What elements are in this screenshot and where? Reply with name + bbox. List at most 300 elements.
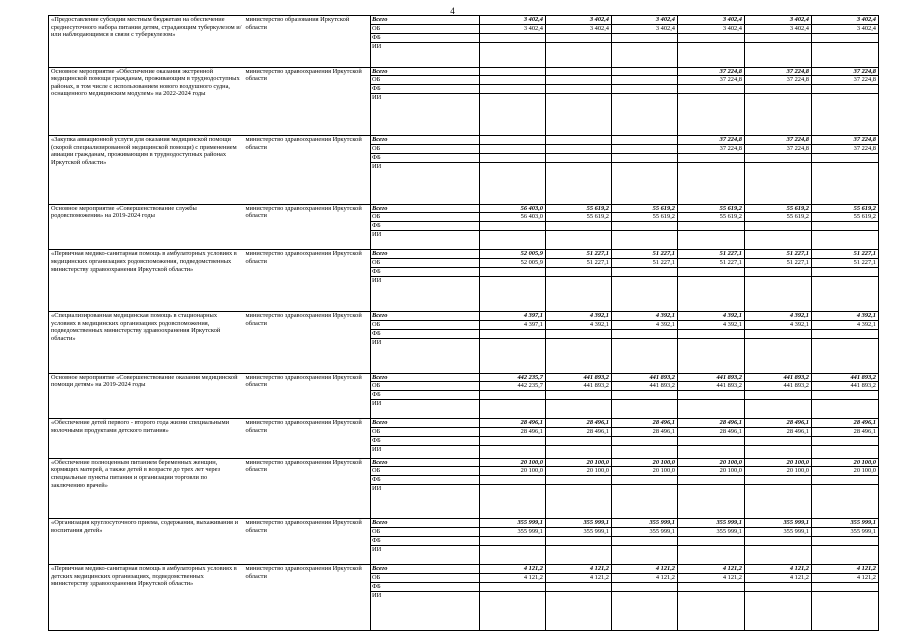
- funding-source: ФБ: [371, 476, 480, 485]
- table-row-total: [49, 373, 879, 382]
- amount-cell: 20 100,0: [546, 467, 612, 476]
- activity-description: Основное мероприятие «Обеспечение оказания экстренной медицинской помощи гражданам, проживающим в труднодоступных районах, в том числе с использованием нового воздушного судна, оснащенного медицинским модулем» на 2022-2024 годы: [49, 67, 244, 136]
- amount-cell: [480, 162, 546, 204]
- amount-cell: 441 893,2: [612, 382, 678, 391]
- amount-cell: [480, 231, 546, 250]
- amount-cell: [480, 136, 546, 145]
- amount-cell: 355 999,1: [612, 519, 678, 528]
- amount-cell: [812, 545, 879, 564]
- funding-source: ИИ: [371, 400, 480, 419]
- amount-cell: [480, 436, 546, 445]
- amount-cell: 55 619,2: [812, 213, 879, 222]
- funding-source: ОБ: [371, 573, 480, 582]
- amount-cell: 4 392,1: [612, 311, 678, 320]
- amount-cell: [745, 231, 812, 250]
- amount-cell: [612, 153, 678, 162]
- amount-cell: [678, 94, 745, 136]
- amount-cell: [745, 476, 812, 485]
- funding-source: ОБ: [371, 382, 480, 391]
- amount-cell: [812, 162, 879, 204]
- amount-cell: [546, 76, 612, 85]
- amount-cell: [480, 445, 546, 458]
- amount-cell: [612, 400, 678, 419]
- table-row-total: [49, 564, 879, 573]
- activity-description: «Обеспечение полноценным питанием беременных женщин, кормящих матерей, а также детей в возрасте до трех лет через специальные пункты питания и организации торговли по заключению врачей»: [49, 458, 244, 519]
- amount-cell: 55 619,2: [678, 204, 745, 213]
- funding-source: Всего: [371, 250, 480, 259]
- amount-cell: [678, 545, 745, 564]
- amount-cell: [546, 144, 612, 153]
- amount-cell: 4 121,2: [480, 573, 546, 582]
- amount-cell: 4 397,1: [480, 320, 546, 329]
- amount-cell: 28 496,1: [612, 419, 678, 428]
- amount-cell: [612, 33, 678, 42]
- amount-cell: 28 496,1: [745, 419, 812, 428]
- amount-cell: 37 224,8: [745, 136, 812, 145]
- amount-cell: 20 100,0: [812, 458, 879, 467]
- responsible-executor: министерство здравоохранения Иркутской области: [244, 136, 371, 205]
- activity-description: «Первичная медико-санитарная помощь в амбулаторных условиях в медицинских организациях родовспоможения, подведомственных министерству здравоохранения Иркутской области»: [49, 250, 244, 312]
- amount-cell: [480, 76, 546, 85]
- amount-cell: 4 392,1: [546, 320, 612, 329]
- amount-cell: 28 496,1: [480, 427, 546, 436]
- amount-cell: [612, 445, 678, 458]
- amount-cell: [480, 476, 546, 485]
- amount-cell: [812, 582, 879, 591]
- amount-cell: 441 893,2: [546, 373, 612, 382]
- funding-source: ОБ: [371, 144, 480, 153]
- amount-cell: 4 121,2: [612, 573, 678, 582]
- amount-cell: 55 619,2: [812, 204, 879, 213]
- amount-cell: [480, 485, 546, 519]
- amount-cell: 3 402,4: [812, 16, 879, 25]
- amount-cell: [546, 476, 612, 485]
- amount-cell: 28 496,1: [745, 427, 812, 436]
- amount-cell: 3 402,4: [678, 24, 745, 33]
- amount-cell: [678, 222, 745, 231]
- amount-cell: 3 402,4: [745, 16, 812, 25]
- amount-cell: 4 121,2: [678, 564, 745, 573]
- amount-cell: 37 224,8: [745, 76, 812, 85]
- amount-cell: [812, 231, 879, 250]
- amount-cell: 355 999,1: [745, 527, 812, 536]
- amount-cell: 55 619,2: [678, 213, 745, 222]
- amount-cell: 37 224,8: [678, 136, 745, 145]
- funding-source: ОБ: [371, 467, 480, 476]
- amount-cell: [812, 536, 879, 545]
- responsible-executor: министерство здравоохранения Иркутской области: [244, 519, 371, 565]
- funding-source: ОБ: [371, 427, 480, 436]
- amount-cell: [745, 391, 812, 400]
- amount-cell: [812, 276, 879, 311]
- funding-source: ФБ: [371, 85, 480, 94]
- amount-cell: [678, 153, 745, 162]
- funding-source: ФБ: [371, 391, 480, 400]
- responsible-executor: министерство здравоохранения Иркутской области: [244, 564, 371, 630]
- amount-cell: [480, 582, 546, 591]
- amount-cell: 20 100,0: [612, 458, 678, 467]
- amount-cell: 4 121,2: [812, 573, 879, 582]
- amount-cell: [678, 33, 745, 42]
- amount-cell: [480, 591, 546, 630]
- amount-cell: 355 999,1: [480, 519, 546, 528]
- amount-cell: 55 619,2: [612, 204, 678, 213]
- amount-cell: [480, 400, 546, 419]
- amount-cell: 441 893,2: [546, 382, 612, 391]
- amount-cell: 4 121,2: [678, 573, 745, 582]
- funding-source: Всего: [371, 519, 480, 528]
- amount-cell: [546, 222, 612, 231]
- amount-cell: 37 224,8: [678, 67, 745, 76]
- amount-cell: 37 224,8: [812, 67, 879, 76]
- amount-cell: 3 402,4: [612, 24, 678, 33]
- amount-cell: 355 999,1: [812, 527, 879, 536]
- amount-cell: [745, 267, 812, 276]
- amount-cell: [745, 222, 812, 231]
- amount-cell: [546, 329, 612, 338]
- table-row-total: [49, 16, 879, 25]
- responsible-executor: министерство здравоохранения Иркутской области: [244, 458, 371, 519]
- amount-cell: 355 999,1: [612, 527, 678, 536]
- funding-source: Всего: [371, 373, 480, 382]
- table-row-total: [49, 458, 879, 467]
- responsible-executor: министерство здравоохранения Иркутской области: [244, 67, 371, 136]
- amount-cell: [612, 276, 678, 311]
- amount-cell: 20 100,0: [678, 458, 745, 467]
- amount-cell: [812, 476, 879, 485]
- amount-cell: 56 403,0: [480, 213, 546, 222]
- amount-cell: 4 121,2: [745, 573, 812, 582]
- funding-source: ФБ: [371, 267, 480, 276]
- funding-source: ФБ: [371, 222, 480, 231]
- amount-cell: [612, 42, 678, 67]
- funding-source: ИИ: [371, 42, 480, 67]
- amount-cell: 4 392,1: [745, 320, 812, 329]
- amount-cell: [812, 42, 879, 67]
- amount-cell: 441 893,2: [678, 373, 745, 382]
- amount-cell: [612, 162, 678, 204]
- funding-source: Всего: [371, 458, 480, 467]
- amount-cell: [612, 231, 678, 250]
- amount-cell: 4 392,1: [612, 320, 678, 329]
- amount-cell: [480, 144, 546, 153]
- amount-cell: [812, 485, 879, 519]
- amount-cell: 355 999,1: [745, 519, 812, 528]
- activity-description: Основное мероприятие «Совершенствование службы родовспоможения» на 2019-2024 годы: [49, 204, 244, 250]
- funding-source: ОБ: [371, 527, 480, 536]
- amount-cell: [678, 476, 745, 485]
- responsible-executor: министерство здравоохранения Иркутской области: [244, 419, 371, 459]
- amount-cell: 4 121,2: [812, 564, 879, 573]
- amount-cell: [612, 329, 678, 338]
- amount-cell: [745, 591, 812, 630]
- amount-cell: [745, 582, 812, 591]
- amount-cell: [612, 485, 678, 519]
- funding-source: ОБ: [371, 24, 480, 33]
- funding-source: ОБ: [371, 76, 480, 85]
- amount-cell: [678, 267, 745, 276]
- amount-cell: [678, 338, 745, 373]
- funding-source: ИИ: [371, 545, 480, 564]
- amount-cell: [678, 485, 745, 519]
- funding-source: ФБ: [371, 536, 480, 545]
- amount-cell: 51 227,1: [612, 250, 678, 259]
- amount-cell: [546, 267, 612, 276]
- amount-cell: 4 392,1: [745, 311, 812, 320]
- amount-cell: 3 402,4: [480, 16, 546, 25]
- amount-cell: [678, 42, 745, 67]
- funding-source: ОБ: [371, 213, 480, 222]
- activity-description: «Организация круглосуточного приема, содержания, выхаживания и воспитания детей»: [49, 519, 244, 565]
- amount-cell: [546, 162, 612, 204]
- amount-cell: 3 402,4: [678, 16, 745, 25]
- amount-cell: 55 619,2: [745, 213, 812, 222]
- funding-source: ОБ: [371, 320, 480, 329]
- table-row-total: [49, 311, 879, 320]
- amount-cell: [612, 436, 678, 445]
- amount-cell: [546, 445, 612, 458]
- amount-cell: [480, 42, 546, 67]
- amount-cell: [812, 445, 879, 458]
- funding-source: Всего: [371, 204, 480, 213]
- amount-cell: 355 999,1: [546, 527, 612, 536]
- page-number: 4: [450, 6, 455, 16]
- amount-cell: 20 100,0: [745, 467, 812, 476]
- amount-cell: [812, 400, 879, 419]
- amount-cell: 20 100,0: [745, 458, 812, 467]
- amount-cell: [678, 276, 745, 311]
- amount-cell: 28 496,1: [546, 427, 612, 436]
- amount-cell: [546, 391, 612, 400]
- amount-cell: [745, 445, 812, 458]
- amount-cell: [612, 338, 678, 373]
- amount-cell: 4 121,2: [546, 573, 612, 582]
- amount-cell: [812, 94, 879, 136]
- amount-cell: [546, 42, 612, 67]
- amount-cell: [745, 85, 812, 94]
- amount-cell: [745, 400, 812, 419]
- funding-source: ИИ: [371, 231, 480, 250]
- amount-cell: [745, 545, 812, 564]
- amount-cell: [546, 485, 612, 519]
- amount-cell: [745, 276, 812, 311]
- amount-cell: [745, 33, 812, 42]
- amount-cell: [612, 591, 678, 630]
- activity-description: Основное мероприятие «Совершенствование оказания медицинской помощи детям» на 2019-2024 годы: [49, 373, 244, 419]
- amount-cell: [812, 222, 879, 231]
- amount-cell: [678, 445, 745, 458]
- amount-cell: 55 619,2: [612, 213, 678, 222]
- amount-cell: [546, 582, 612, 591]
- amount-cell: [745, 153, 812, 162]
- amount-cell: [812, 33, 879, 42]
- amount-cell: 56 403,0: [480, 204, 546, 213]
- amount-cell: 28 496,1: [480, 419, 546, 428]
- activity-description: «Первичная медико-санитарная помощь в амбулаторных условиях в детских медицинских организациях, подведомственных министерству здравоохранения Иркутской области»: [49, 564, 244, 630]
- amount-cell: 355 999,1: [678, 519, 745, 528]
- funding-source: ФБ: [371, 33, 480, 42]
- amount-cell: 355 999,1: [480, 527, 546, 536]
- amount-cell: [745, 485, 812, 519]
- amount-cell: [546, 536, 612, 545]
- responsible-executor: министерство здравоохранения Иркутской области: [244, 373, 371, 419]
- amount-cell: [745, 436, 812, 445]
- funding-source: ИИ: [371, 94, 480, 136]
- amount-cell: 20 100,0: [678, 467, 745, 476]
- funding-source: ФБ: [371, 153, 480, 162]
- amount-cell: [812, 338, 879, 373]
- activity-description: «Обеспечение детей первого - второго года жизни специальными молочными продуктами детского питания»: [49, 419, 244, 459]
- activity-description: «Специализированная медицинская помощь в стационарных условиях в медицинских организациях родовспоможения, подведомственных министерству здравоохранения Иркутской области»: [49, 311, 244, 373]
- amount-cell: 441 893,2: [745, 373, 812, 382]
- amount-cell: [480, 33, 546, 42]
- amount-cell: 4 121,2: [612, 564, 678, 573]
- amount-cell: [812, 267, 879, 276]
- table-row-total: [49, 136, 879, 145]
- amount-cell: [678, 85, 745, 94]
- funding-source: Всего: [371, 564, 480, 573]
- amount-cell: 51 227,1: [678, 250, 745, 259]
- amount-cell: 441 893,2: [678, 382, 745, 391]
- funding-source: ФБ: [371, 582, 480, 591]
- funding-source: ИИ: [371, 445, 480, 458]
- table-row-total: [49, 519, 879, 528]
- funding-source: ИИ: [371, 338, 480, 373]
- amount-cell: [480, 222, 546, 231]
- amount-cell: [612, 391, 678, 400]
- responsible-executor: министерство образования Иркутской области: [244, 16, 371, 68]
- amount-cell: 28 496,1: [546, 419, 612, 428]
- amount-cell: [612, 136, 678, 145]
- amount-cell: [612, 582, 678, 591]
- amount-cell: [745, 162, 812, 204]
- activity-description: «Предоставление субсидии местным бюджетам на обеспечение среднесуточного набора питания детям, страдающим туберкулезом и/или наблюдающимся в связи с туберкулезом»: [49, 16, 244, 68]
- amount-cell: 20 100,0: [546, 458, 612, 467]
- amount-cell: [546, 94, 612, 136]
- amount-cell: [678, 329, 745, 338]
- amount-cell: [546, 153, 612, 162]
- amount-cell: [745, 338, 812, 373]
- amount-cell: [480, 545, 546, 564]
- amount-cell: 4 392,1: [678, 320, 745, 329]
- amount-cell: 37 224,8: [745, 144, 812, 153]
- amount-cell: 37 224,8: [745, 67, 812, 76]
- funding-source: ИИ: [371, 485, 480, 519]
- amount-cell: 37 224,8: [812, 144, 879, 153]
- amount-cell: [812, 391, 879, 400]
- amount-cell: [745, 329, 812, 338]
- amount-cell: 55 619,2: [745, 204, 812, 213]
- amount-cell: [812, 85, 879, 94]
- amount-cell: 51 227,1: [546, 258, 612, 267]
- amount-cell: [678, 591, 745, 630]
- funding-source: Всего: [371, 67, 480, 76]
- amount-cell: [678, 582, 745, 591]
- amount-cell: 20 100,0: [812, 467, 879, 476]
- amount-cell: 3 402,4: [745, 24, 812, 33]
- funding-source: Всего: [371, 419, 480, 428]
- amount-cell: 4 392,1: [812, 311, 879, 320]
- amount-cell: [612, 536, 678, 545]
- amount-cell: 4 397,1: [480, 311, 546, 320]
- amount-cell: [612, 267, 678, 276]
- table-row-total: [49, 204, 879, 213]
- amount-cell: [745, 94, 812, 136]
- amount-cell: 20 100,0: [612, 467, 678, 476]
- amount-cell: [812, 153, 879, 162]
- amount-cell: 51 227,1: [745, 250, 812, 259]
- amount-cell: 3 402,4: [546, 24, 612, 33]
- amount-cell: [812, 436, 879, 445]
- amount-cell: 55 619,2: [546, 213, 612, 222]
- amount-cell: 51 227,1: [546, 250, 612, 259]
- amount-cell: 355 999,1: [546, 519, 612, 528]
- amount-cell: 441 893,2: [812, 382, 879, 391]
- funding-source: ИИ: [371, 276, 480, 311]
- amount-cell: 28 496,1: [812, 427, 879, 436]
- table-row-total: [49, 67, 879, 76]
- amount-cell: 51 227,1: [678, 258, 745, 267]
- funding-source: ИИ: [371, 591, 480, 630]
- funding-source: ОБ: [371, 258, 480, 267]
- amount-cell: 441 893,2: [612, 373, 678, 382]
- amount-cell: [546, 400, 612, 419]
- amount-cell: 3 402,4: [480, 24, 546, 33]
- amount-cell: [546, 33, 612, 42]
- amount-cell: [678, 162, 745, 204]
- amount-cell: [480, 338, 546, 373]
- amount-cell: [546, 67, 612, 76]
- amount-cell: 4 392,1: [812, 320, 879, 329]
- table-row-total: [49, 250, 879, 259]
- amount-cell: [546, 85, 612, 94]
- amount-cell: [546, 545, 612, 564]
- amount-cell: 52 005,9: [480, 258, 546, 267]
- amount-cell: 20 100,0: [480, 458, 546, 467]
- amount-cell: 28 496,1: [812, 419, 879, 428]
- amount-cell: [678, 391, 745, 400]
- amount-cell: [480, 329, 546, 338]
- amount-cell: [546, 276, 612, 311]
- amount-cell: 28 496,1: [678, 419, 745, 428]
- funding-source: ИИ: [371, 162, 480, 204]
- amount-cell: [480, 94, 546, 136]
- amount-cell: 3 402,4: [612, 16, 678, 25]
- amount-cell: [612, 76, 678, 85]
- amount-cell: [745, 42, 812, 67]
- responsible-executor: министерство здравоохранения Иркутской области: [244, 311, 371, 373]
- amount-cell: 28 496,1: [678, 427, 745, 436]
- amount-cell: [612, 67, 678, 76]
- funding-source: Всего: [371, 311, 480, 320]
- amount-cell: [480, 153, 546, 162]
- amount-cell: 4 121,2: [745, 564, 812, 573]
- amount-cell: [812, 329, 879, 338]
- amount-cell: [480, 85, 546, 94]
- amount-cell: [678, 536, 745, 545]
- amount-cell: [678, 231, 745, 250]
- amount-cell: 4 121,2: [546, 564, 612, 573]
- amount-cell: 37 224,8: [812, 76, 879, 85]
- amount-cell: 4 121,2: [480, 564, 546, 573]
- amount-cell: 37 224,8: [812, 136, 879, 145]
- amount-cell: 355 999,1: [812, 519, 879, 528]
- amount-cell: 28 496,1: [612, 427, 678, 436]
- amount-cell: 355 999,1: [678, 527, 745, 536]
- amount-cell: [745, 536, 812, 545]
- amount-cell: 51 227,1: [745, 258, 812, 267]
- amount-cell: [678, 436, 745, 445]
